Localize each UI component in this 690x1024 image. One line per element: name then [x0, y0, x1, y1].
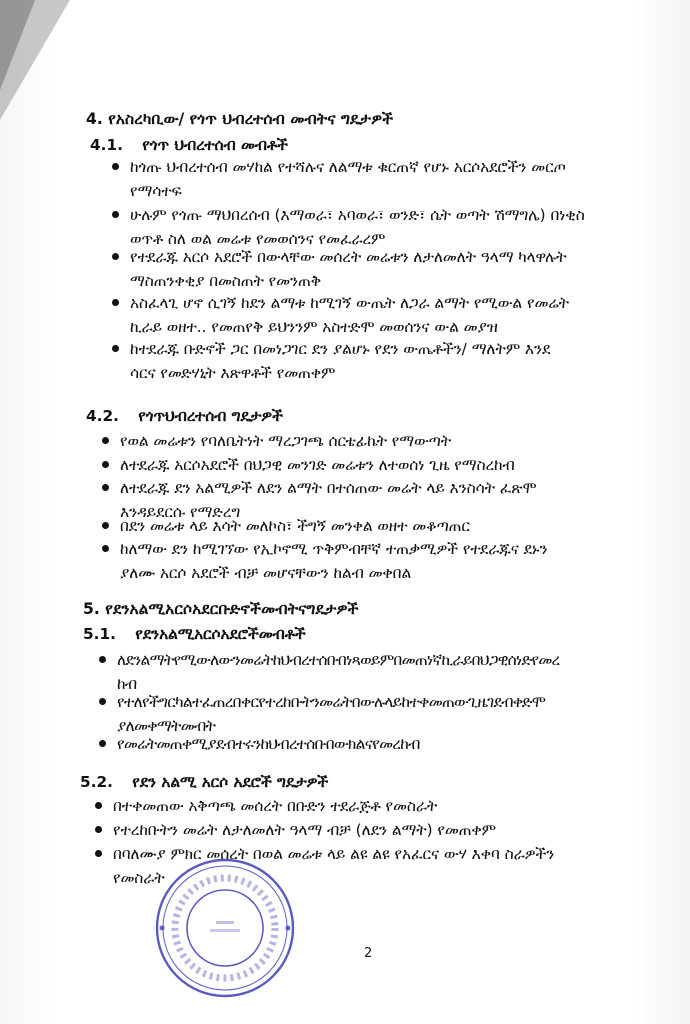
list-item-text: የተለየችግርካልተፈጠረበቀርየተረከቡትንመሬትበውሉላይከተቀመጠውጊዜገደብቀድሞ — [117, 693, 546, 711]
list-item-text: በባለሙያ ምክር መሰረት በወል መሬቱ ላይ ልዩ ልዩ የአፈርና ውሃ እቀባ ስራዎችን — [113, 845, 555, 863]
bullet-icon — [99, 740, 106, 747]
subsection-5-1-number: 5.1. — [83, 625, 116, 643]
list-item — [113, 818, 668, 842]
official-stamp-icon — [152, 855, 298, 1001]
list-item — [117, 732, 672, 756]
list-item-text: የወል መሬቱን የባለቤትነት ማረጋገጫ ሰርቴፊኬት የማውጣት — [120, 432, 452, 450]
subsection-5-1-heading — [83, 622, 306, 646]
list-item-text: የመሬትመጠቀሚያደብተሩንከህብረተሰቡበውክልናየመረከብ — [117, 735, 420, 753]
list-item-text-continued: የማሳተፍ — [130, 182, 182, 201]
section-4-number: 4. — [86, 110, 103, 128]
section-4-heading — [86, 107, 393, 131]
subsection-5-2-number: 5.2. — [80, 773, 113, 791]
list-item — [113, 794, 668, 818]
section-5-number: 5. — [83, 600, 100, 618]
bullet-icon — [112, 211, 119, 218]
list-item-text: አስፈላጊ ሆኖ ሲገኝ ከደን ልማቱ ከሚገኝ ውጤት ለጋራ ልማት የሚውል የመሬት — [130, 294, 569, 312]
bullet-icon — [102, 545, 109, 552]
list-item-text: ከተደራጁ ቡድኖች ጋር በመነጋገር ደን ያልሆኑ የደን ውጤቶችን/ ማለትም እንደ — [130, 340, 551, 358]
bullet-icon — [102, 522, 109, 529]
list-item-text-continued: ከብ — [117, 675, 137, 694]
list-item-text-continued: ማስጠንቀቂያ በመስጠት የመንጠቅ — [130, 272, 321, 291]
subsection-4-2-title: የጎጥህብረተሰብ ግዴታዎች — [138, 407, 283, 425]
list-item-text: በተቀመጠው አቅጣጫ መሰረት በቡድን ተደራጅቶ የመስራት — [113, 797, 438, 815]
list-item-text-continued: ሳርና የመድሃኒት እጽዋቶች የመጠቀም — [130, 364, 336, 383]
subsection-5-2-heading — [80, 770, 328, 794]
list-item-text-continued: እንዳይደርሱ የማድረግ — [120, 503, 241, 522]
list-item — [130, 245, 658, 294]
list-item-text: በደን መሬቱ ላይ እሳት መለኮስ፣ ችግኝ መንቀል ወዘተ መቆጣጠር — [120, 517, 470, 535]
list-item-text: ለደንልማትየሚውለውንመሬትከህብረተሰቡበነጻወይምበመጠነኛኪራይበህጋዊሰነድየመረ — [117, 651, 560, 669]
bullet-icon — [102, 461, 109, 468]
bullet-icon — [99, 698, 106, 705]
list-item-text-continued: ኪራይ ወዘተ.. የመጠየቅ ይህንንም አስተድሞ መወሰንና ውል መያዝ — [130, 318, 498, 337]
subsection-4-1-heading — [90, 133, 288, 157]
list-item-text: የተደራጁ አርሶ አደሮች በውላቸው መሰረት መሬቱን ለታለመለት ዓላማ ካላዋሉት — [130, 248, 567, 266]
subsection-5-1-title: የደንአልሚአርሶአደሮችመብቶች — [135, 625, 306, 643]
list-item — [130, 337, 658, 386]
bullet-icon — [95, 802, 102, 809]
bullet-icon — [112, 299, 119, 306]
subsection-4-1-title: የጎጥ ህብረተሰብ መብቶች — [142, 136, 288, 154]
list-item-text-continued: የመስራት — [113, 869, 165, 888]
section-5-heading — [83, 597, 359, 621]
list-item-text-continued: ያለመቀማትመብት — [117, 717, 216, 736]
bullet-icon — [99, 656, 106, 663]
bullet-icon — [102, 437, 109, 444]
list-item-text: ለተደራጁ አርሶአደሮች በህጋዊ መንገድ መሬቱን ለተወሰነ ጊዜ የማስረከብ — [120, 456, 515, 474]
list-item-text-continued: ወጥቶ ስለ ወል መሬቱ የመወሰንና የመፈራረም — [130, 230, 386, 249]
list-item-text: ለተደራጁ ደን አልሚዎች ለደን ልማት በተሰጠው መሬት ላይ እንስሳት ፈጽሞ — [120, 479, 537, 497]
subsection-4-2-number: 4.2. — [86, 407, 119, 425]
list-item — [120, 537, 660, 586]
bullet-icon — [102, 484, 109, 491]
list-item — [120, 453, 660, 477]
section-5-title: የደንአልሚአርሶአደርቡድኖችመብትናግዴታዎች — [105, 600, 359, 618]
subsection-4-1-number: 4.1. — [90, 136, 123, 154]
list-item-text: ከጎጡ ህብረተሰብ መሃከል የተሻሉና ለልማቱ ቁርጠኛ የሆኑ አርሶአደሮችን መርጦ — [130, 158, 566, 176]
page-number: 2 — [364, 946, 373, 961]
subsection-4-2-heading — [86, 404, 283, 428]
subsection-5-2-title: የደን አልሚ አርሶ አደሮች ግዴታዎች — [132, 773, 329, 791]
list-item — [130, 291, 658, 340]
list-item — [120, 514, 660, 538]
list-item-text: ሁሉም የጎጡ ማህበረሰብ (እማወራ፣ አባወራ፣ ወንድ፣ ሴት ወጣት ሽማግሌ) በነቂስ — [130, 206, 585, 224]
list-item — [120, 429, 660, 453]
bullet-icon — [95, 826, 102, 833]
section-4-title: የአስረካቢው/ የጎጥ ህብረተሰብ መብትና ግዴታዎች — [108, 110, 394, 128]
list-item — [130, 155, 658, 204]
list-item-text: የተረከቡትን መሬት ለታለመለት ዓላማ ብቻ (ለደን ልማት) የመጠቀም — [113, 821, 496, 839]
list-item-text-continued: ያለሙ አርሶ አደሮች ብቻ መሆናቸውን ከልብ መቀበል — [120, 564, 412, 583]
bullet-icon — [112, 253, 119, 260]
list-item-text: ከለማው ደን ከሚገኘው የኢኮኖሚ ጥቅምብቸኛ ተጠቃሚዎች የተደራጁና ደኑን — [120, 540, 548, 558]
bullet-icon — [112, 163, 119, 170]
bullet-icon — [112, 345, 119, 352]
bullet-icon — [95, 850, 102, 857]
